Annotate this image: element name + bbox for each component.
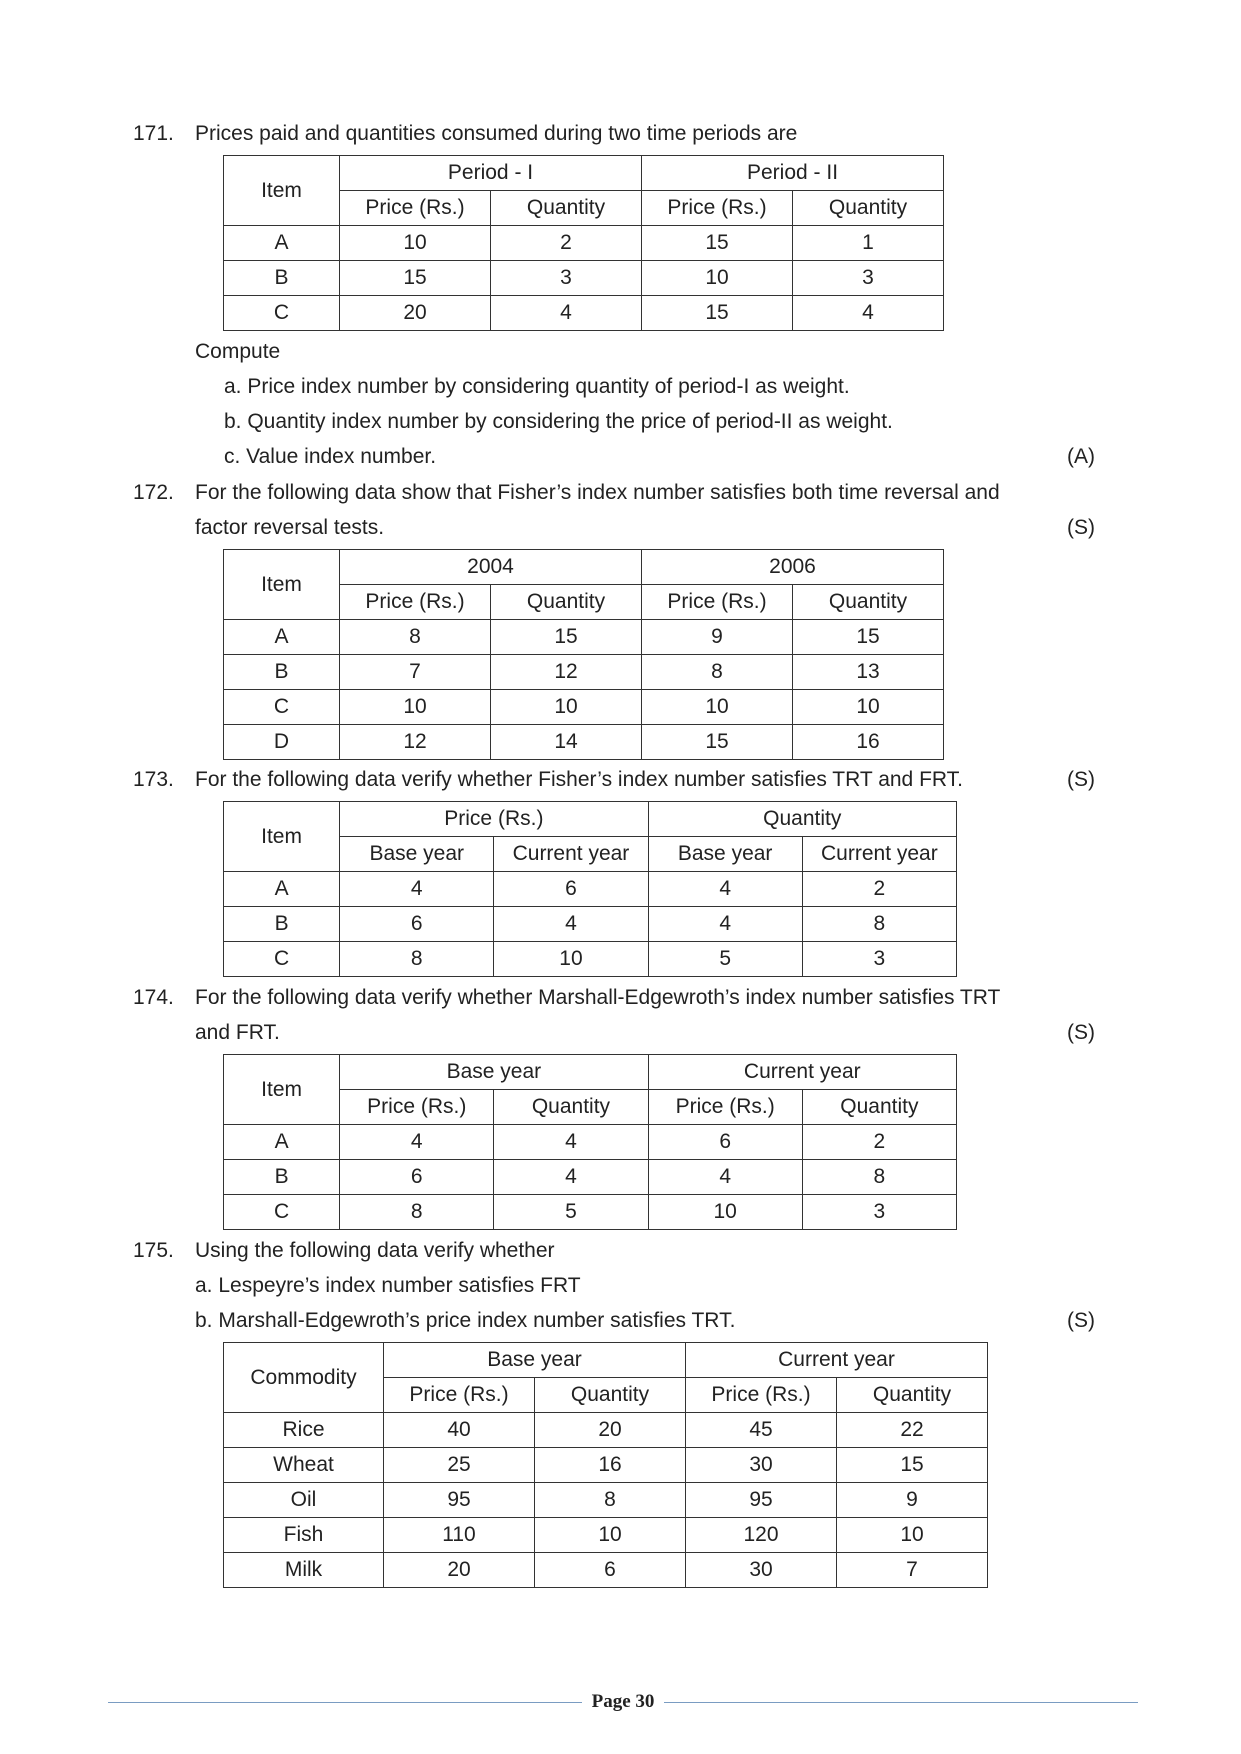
question-text: For the following data show that Fisher’s index number satisfies both time reversal and (195, 481, 1000, 504)
table-subheader: Quantity (802, 1090, 956, 1125)
table-cell: 16 (535, 1448, 686, 1483)
table-subheader: Current year (802, 837, 956, 872)
table-subheader: Price (Rs.) (340, 585, 491, 620)
table-subheader: Base year (648, 837, 802, 872)
table-cell: 3 (802, 1195, 956, 1230)
table-cell: 10 (642, 261, 793, 296)
question-text: For the following data verify whether Marshall-Edgewroth’s index number satisfies TRT (195, 986, 1001, 1009)
table-subheader: Quantity (535, 1378, 686, 1413)
table-corner-header: Item (224, 802, 340, 872)
table-corner-header: Item (224, 550, 340, 620)
table-row (224, 1448, 988, 1483)
table-cell: 12 (340, 725, 491, 760)
table-cell: 8 (340, 620, 491, 655)
question-171 (0, 118, 1241, 150)
table-cell: 9 (642, 620, 793, 655)
table-row (224, 872, 957, 907)
table-cell: 15 (837, 1448, 988, 1483)
table-cell: 8 (535, 1483, 686, 1518)
table-cell: 16 (793, 725, 944, 760)
subpart-text: a. Lespeyre’s index number satisfies FRT (195, 1274, 581, 1297)
difficulty-tag: (S) (1067, 1309, 1095, 1332)
question-number: 172. (133, 481, 174, 504)
table-header-row (224, 802, 957, 837)
table-cell: 10 (494, 942, 648, 977)
table-cell: 10 (837, 1518, 988, 1553)
table-corner-header: Item (224, 156, 340, 226)
table-cell: 3 (793, 261, 944, 296)
table-cell: 14 (491, 725, 642, 760)
table-subheader: Price (Rs.) (642, 191, 793, 226)
compute-label: Compute (195, 340, 281, 363)
table-row (224, 942, 957, 977)
table-subheader: Quantity (494, 1090, 648, 1125)
table-cell: 6 (648, 1125, 802, 1160)
table-row (224, 1125, 957, 1160)
difficulty-tag: (S) (1067, 516, 1095, 539)
subpart-a (0, 1270, 1241, 1302)
table-row (224, 725, 944, 760)
compute-label-line (0, 336, 1241, 368)
table-cell: 10 (491, 690, 642, 725)
table-cell: 8 (802, 907, 956, 942)
table-row-label: Oil (224, 1483, 384, 1518)
subpart-text: c. Value index number. (224, 445, 437, 468)
table-row (224, 1160, 957, 1195)
table-row (224, 655, 944, 690)
table-row-label: B (224, 655, 340, 690)
table-cell: 20 (340, 296, 491, 331)
table-cell: 6 (340, 1160, 494, 1195)
table-cell: 10 (642, 690, 793, 725)
table-row (224, 1483, 988, 1518)
question-174 (0, 982, 1241, 1014)
table-cell: 10 (340, 690, 491, 725)
table-cell: 8 (642, 655, 793, 690)
table-row (224, 907, 957, 942)
table-cell: 8 (340, 942, 494, 977)
table-cell: 10 (340, 226, 491, 261)
table-row-label: B (224, 261, 340, 296)
table-subheader: Quantity (491, 585, 642, 620)
table-cell: 7 (837, 1553, 988, 1588)
subpart-text: b. Quantity index number by considering the price of period-II as weight. (224, 410, 893, 433)
table-header-row (224, 550, 944, 585)
question-text-cont: and FRT. (195, 1021, 280, 1044)
table-row (224, 690, 944, 725)
table-cell: 4 (340, 1125, 494, 1160)
subpart-c (0, 441, 1241, 473)
table-group-header: Base year (340, 1055, 648, 1090)
table-row-label: C (224, 942, 340, 977)
difficulty-tag: (A) (1067, 445, 1095, 468)
table-group-header: Current year (648, 1055, 956, 1090)
table-cell: 15 (642, 226, 793, 261)
table-row (224, 261, 944, 296)
table-cell: 8 (802, 1160, 956, 1195)
question-number: 173. (133, 768, 174, 791)
table-cell: 1 (793, 226, 944, 261)
table-cell: 3 (491, 261, 642, 296)
table-cell: 5 (494, 1195, 648, 1230)
table-group-header: 2004 (340, 550, 642, 585)
table-cell: 2 (491, 226, 642, 261)
table-cell: 9 (837, 1483, 988, 1518)
table-subheader: Price (Rs.) (686, 1378, 837, 1413)
table-row (224, 1553, 988, 1588)
table-cell: 6 (535, 1553, 686, 1588)
table-group-header: Quantity (648, 802, 956, 837)
subpart-b (0, 406, 1241, 438)
question-174-cont (0, 1017, 1241, 1049)
table-group-header: Current year (686, 1343, 988, 1378)
table-cell: 13 (793, 655, 944, 690)
table-row (224, 1195, 957, 1230)
table-row-label: C (224, 690, 340, 725)
table-cell: 12 (491, 655, 642, 690)
table-row-label: Rice (224, 1413, 384, 1448)
table-cell: 8 (340, 1195, 494, 1230)
question-text: Prices paid and quantities consumed during two time periods are (195, 122, 798, 145)
subpart-text: a. Price index number by considering quantity of period-I as weight. (224, 375, 850, 398)
table-cell: 5 (648, 942, 802, 977)
difficulty-tag: (S) (1067, 768, 1095, 791)
table-row-label: Wheat (224, 1448, 384, 1483)
table-cell: 45 (686, 1413, 837, 1448)
table-cell: 4 (648, 907, 802, 942)
table-subheader: Quantity (491, 191, 642, 226)
data-table-174 (223, 1054, 957, 1230)
table-row (224, 296, 944, 331)
table-row-label: Fish (224, 1518, 384, 1553)
question-text-cont: factor reversal tests. (195, 516, 385, 539)
question-text: Using the following data verify whether (195, 1239, 555, 1262)
table-subheader: Quantity (793, 191, 944, 226)
table-subheader: Price (Rs.) (340, 191, 491, 226)
data-table-172 (223, 549, 944, 760)
table-corner-header: Commodity (224, 1343, 384, 1413)
table-cell: 4 (491, 296, 642, 331)
table-row-label: C (224, 296, 340, 331)
table-cell: 2 (802, 872, 956, 907)
table-subheader: Price (Rs.) (642, 585, 793, 620)
table-group-header: Period - II (642, 156, 944, 191)
table-subheader: Quantity (793, 585, 944, 620)
table-cell: 2 (802, 1125, 956, 1160)
data-table-175 (223, 1342, 988, 1588)
table-row-label: C (224, 1195, 340, 1230)
table-subheader: Current year (494, 837, 648, 872)
table-cell: 40 (384, 1413, 535, 1448)
question-number: 175. (133, 1239, 174, 1262)
table-row-label: A (224, 620, 340, 655)
question-number: 174. (133, 986, 174, 1009)
question-173 (0, 764, 1241, 796)
table-cell: 30 (686, 1448, 837, 1483)
subpart-b (0, 1305, 1241, 1337)
table-row-label: A (224, 872, 340, 907)
table-subheader: Base year (340, 837, 494, 872)
table-row-label: B (224, 1160, 340, 1195)
subpart-text: b. Marshall-Edgewroth’s price index number satisfies TRT. (195, 1309, 736, 1332)
table-cell: 20 (535, 1413, 686, 1448)
table-cell: 4 (340, 872, 494, 907)
data-table-171 (223, 155, 944, 331)
table-cell: 4 (494, 1125, 648, 1160)
table-subheader: Quantity (837, 1378, 988, 1413)
table-corner-header: Item (224, 1055, 340, 1125)
table-cell: 10 (793, 690, 944, 725)
table-row-label: B (224, 907, 340, 942)
table-cell: 3 (802, 942, 956, 977)
table-row-label: D (224, 725, 340, 760)
table-cell: 15 (642, 725, 793, 760)
page-footer (108, 1690, 1138, 1714)
table-cell: 22 (837, 1413, 988, 1448)
table-group-header: Base year (384, 1343, 686, 1378)
difficulty-tag: (S) (1067, 1021, 1095, 1044)
table-cell: 7 (340, 655, 491, 690)
data-table-173 (223, 801, 957, 977)
table-group-header: Price (Rs.) (340, 802, 648, 837)
question-text: For the following data verify whether Fisher’s index number satisfies TRT and FRT. (195, 768, 964, 791)
table-cell: 25 (384, 1448, 535, 1483)
table-cell: 15 (491, 620, 642, 655)
question-172 (0, 477, 1241, 509)
table-cell: 4 (793, 296, 944, 331)
table-cell: 10 (648, 1195, 802, 1230)
table-cell: 20 (384, 1553, 535, 1588)
question-number: 171. (133, 122, 174, 145)
table-cell: 4 (494, 907, 648, 942)
table-cell: 30 (686, 1553, 837, 1588)
table-cell: 10 (535, 1518, 686, 1553)
table-cell: 120 (686, 1518, 837, 1553)
table-cell: 6 (340, 907, 494, 942)
table-cell: 95 (686, 1483, 837, 1518)
table-row (224, 1413, 988, 1448)
table-cell: 6 (494, 872, 648, 907)
table-cell: 4 (648, 1160, 802, 1195)
table-row-label: Milk (224, 1553, 384, 1588)
table-header-row (224, 1343, 988, 1378)
table-header-row (224, 156, 944, 191)
table-row (224, 620, 944, 655)
table-group-header: Period - I (340, 156, 642, 191)
table-cell: 15 (340, 261, 491, 296)
table-cell: 15 (642, 296, 793, 331)
question-172-cont (0, 512, 1241, 544)
table-row (224, 226, 944, 261)
table-header-row (224, 1055, 957, 1090)
table-subheader: Price (Rs.) (384, 1378, 535, 1413)
question-175 (0, 1235, 1241, 1267)
table-cell: 15 (793, 620, 944, 655)
table-row-label: A (224, 226, 340, 261)
table-cell: 4 (494, 1160, 648, 1195)
table-cell: 110 (384, 1518, 535, 1553)
table-cell: 4 (648, 872, 802, 907)
table-subheader: Price (Rs.) (340, 1090, 494, 1125)
page-number: Page 30 (582, 1691, 665, 1712)
table-cell: 95 (384, 1483, 535, 1518)
subpart-a (0, 371, 1241, 403)
table-group-header: 2006 (642, 550, 944, 585)
table-row-label: A (224, 1125, 340, 1160)
table-row (224, 1518, 988, 1553)
table-subheader: Price (Rs.) (648, 1090, 802, 1125)
